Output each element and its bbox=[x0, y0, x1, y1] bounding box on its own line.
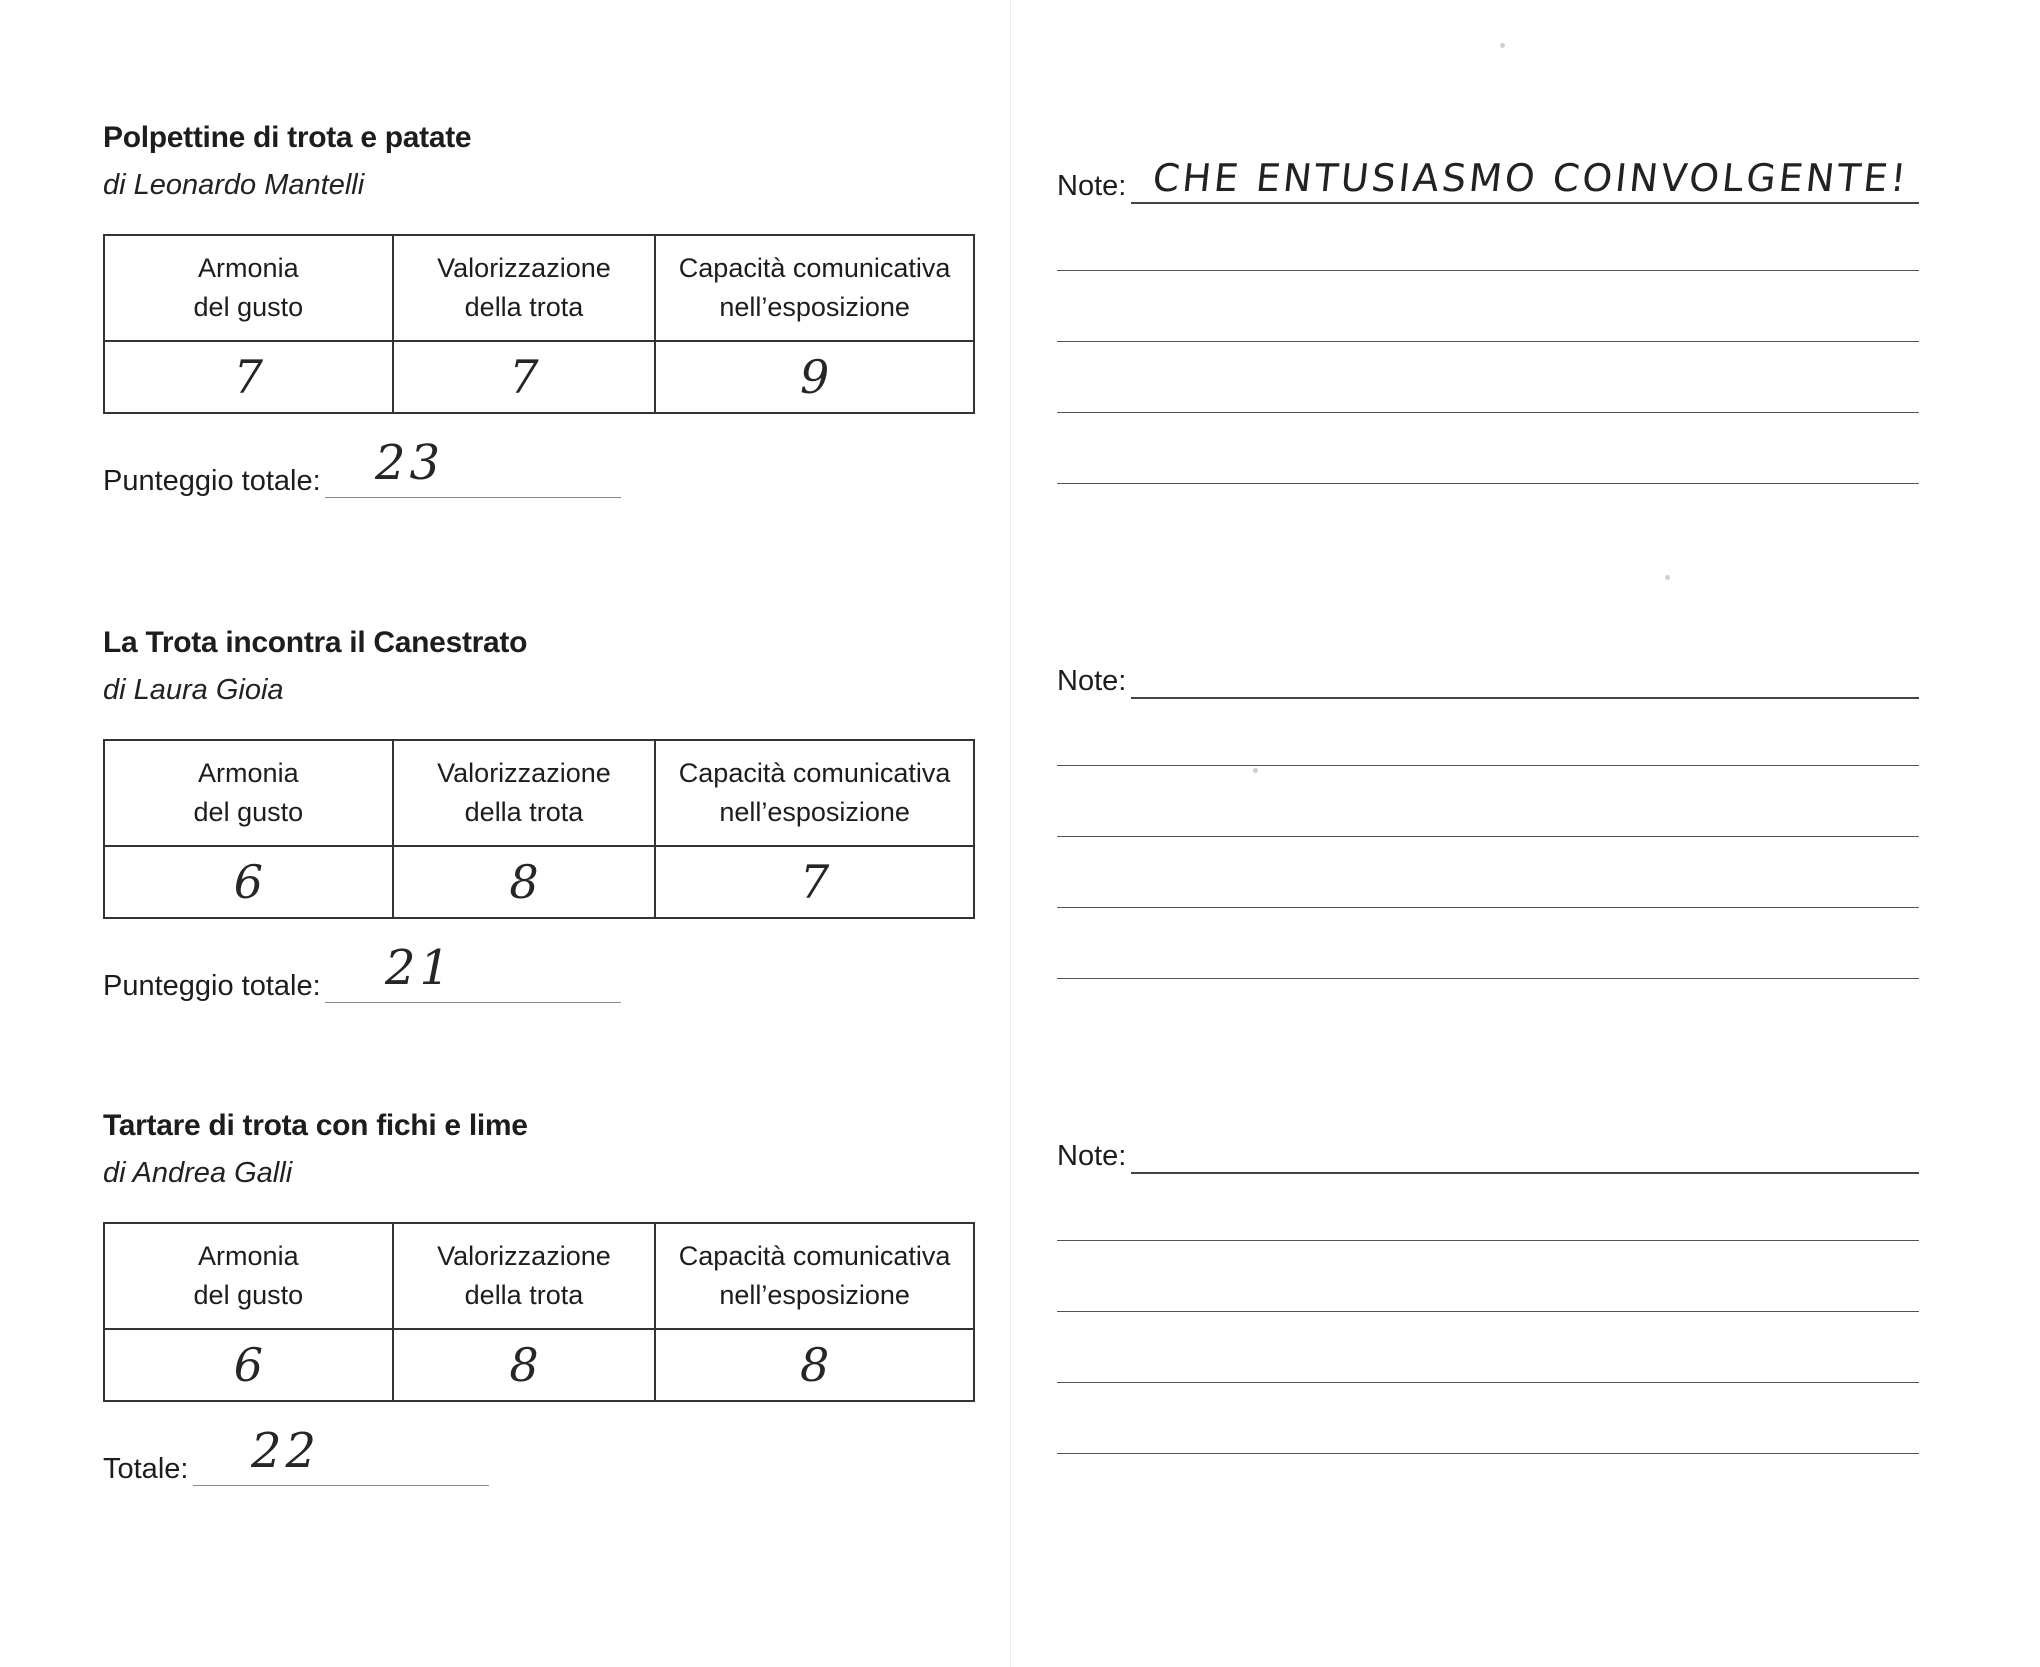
dish-author: di Laura Gioia bbox=[103, 674, 284, 706]
entry-2 bbox=[103, 625, 975, 1004]
total-line[interactable] bbox=[325, 1002, 621, 1003]
criterion-taste-harmony: Armonia del gusto bbox=[104, 235, 393, 341]
handwritten-score: 8 bbox=[509, 1338, 539, 1392]
note-label: Note: bbox=[1057, 665, 1127, 697]
score-table bbox=[103, 1222, 975, 1402]
blank-note-line[interactable] bbox=[1057, 342, 1919, 413]
score-cell[interactable] bbox=[104, 341, 393, 413]
notes-1 bbox=[1057, 150, 1919, 484]
note-label: Note: bbox=[1057, 170, 1127, 202]
criterion-taste-harmony: Armonia del gusto bbox=[104, 1223, 393, 1329]
dish-author: di Andrea Galli bbox=[103, 1157, 293, 1189]
dish-title: Polpettine di trota e patate bbox=[103, 121, 472, 154]
scan-speck bbox=[1253, 768, 1258, 773]
score-cell[interactable] bbox=[393, 1329, 656, 1401]
blank-note-line[interactable] bbox=[1057, 1241, 1919, 1312]
total-row bbox=[103, 940, 975, 1004]
score-table bbox=[103, 739, 975, 919]
score-cell[interactable] bbox=[655, 846, 974, 918]
handwritten-score: 9 bbox=[799, 350, 830, 404]
total-row bbox=[103, 435, 975, 499]
handwritten-total: 23 bbox=[375, 435, 445, 491]
score-cell[interactable] bbox=[104, 846, 393, 918]
handwritten-note: CHE ENTUSIASMO COINVOLGENTE! bbox=[1150, 156, 1912, 200]
handwritten-score: 7 bbox=[233, 350, 263, 404]
score-table bbox=[103, 234, 975, 414]
total-row bbox=[103, 1423, 975, 1487]
criterion-taste-harmony: Armonia del gusto bbox=[104, 740, 393, 846]
blank-note-line[interactable] bbox=[1057, 1170, 1919, 1241]
handwritten-score: 7 bbox=[799, 855, 830, 909]
entry-3 bbox=[103, 1108, 975, 1487]
scan-speck bbox=[1665, 575, 1670, 580]
total-label: Punteggio totale: bbox=[103, 970, 321, 1002]
blank-note-line[interactable] bbox=[1057, 1383, 1919, 1454]
blank-note-line[interactable] bbox=[1057, 271, 1919, 342]
criterion-communication: Capacità comunicativa nell’esposizione bbox=[655, 235, 974, 341]
handwritten-score: 7 bbox=[509, 350, 539, 404]
total-label: Totale: bbox=[103, 1453, 189, 1485]
note-label: Note: bbox=[1057, 1140, 1127, 1172]
notes-3 bbox=[1057, 1120, 1919, 1454]
score-cell[interactable] bbox=[104, 1329, 393, 1401]
handwritten-total: 22 bbox=[251, 1423, 321, 1479]
criterion-communication: Capacità comunicativa nell’esposizione bbox=[655, 740, 974, 846]
handwritten-total: 21 bbox=[385, 940, 455, 996]
total-label: Punteggio totale: bbox=[103, 465, 321, 497]
scan-speck bbox=[1500, 43, 1505, 48]
blank-note-line[interactable] bbox=[1057, 413, 1919, 484]
dish-author: di Leonardo Mantelli bbox=[103, 169, 365, 201]
score-cell[interactable] bbox=[655, 341, 974, 413]
blank-note-line[interactable] bbox=[1057, 1312, 1919, 1383]
handwritten-score: 6 bbox=[233, 855, 263, 909]
total-line[interactable] bbox=[193, 1485, 489, 1486]
score-cell[interactable] bbox=[393, 846, 656, 918]
dish-title: La Trota incontra il Canestrato bbox=[103, 626, 528, 659]
criterion-trout-enhancement: Valorizzazione della trota bbox=[393, 235, 656, 341]
blank-note-line[interactable] bbox=[1057, 766, 1919, 837]
handwritten-score: 8 bbox=[799, 1338, 830, 1392]
handwritten-score: 6 bbox=[233, 1338, 263, 1392]
score-cell[interactable] bbox=[393, 341, 656, 413]
entry-1 bbox=[103, 120, 975, 499]
criterion-trout-enhancement: Valorizzazione della trota bbox=[393, 740, 656, 846]
total-line[interactable] bbox=[325, 497, 621, 498]
blank-note-line[interactable] bbox=[1057, 837, 1919, 908]
page-fold bbox=[1010, 0, 1011, 1667]
criterion-trout-enhancement: Valorizzazione della trota bbox=[393, 1223, 656, 1329]
handwritten-score: 8 bbox=[509, 855, 539, 909]
score-cell[interactable] bbox=[655, 1329, 974, 1401]
criterion-communication: Capacità comunicativa nell’esposizione bbox=[655, 1223, 974, 1329]
blank-note-line[interactable] bbox=[1057, 200, 1919, 271]
notes-2 bbox=[1057, 645, 1919, 979]
blank-note-line[interactable] bbox=[1057, 908, 1919, 979]
blank-note-line[interactable] bbox=[1057, 695, 1919, 766]
dish-title: Tartare di trota con fichi e lime bbox=[103, 1109, 528, 1142]
